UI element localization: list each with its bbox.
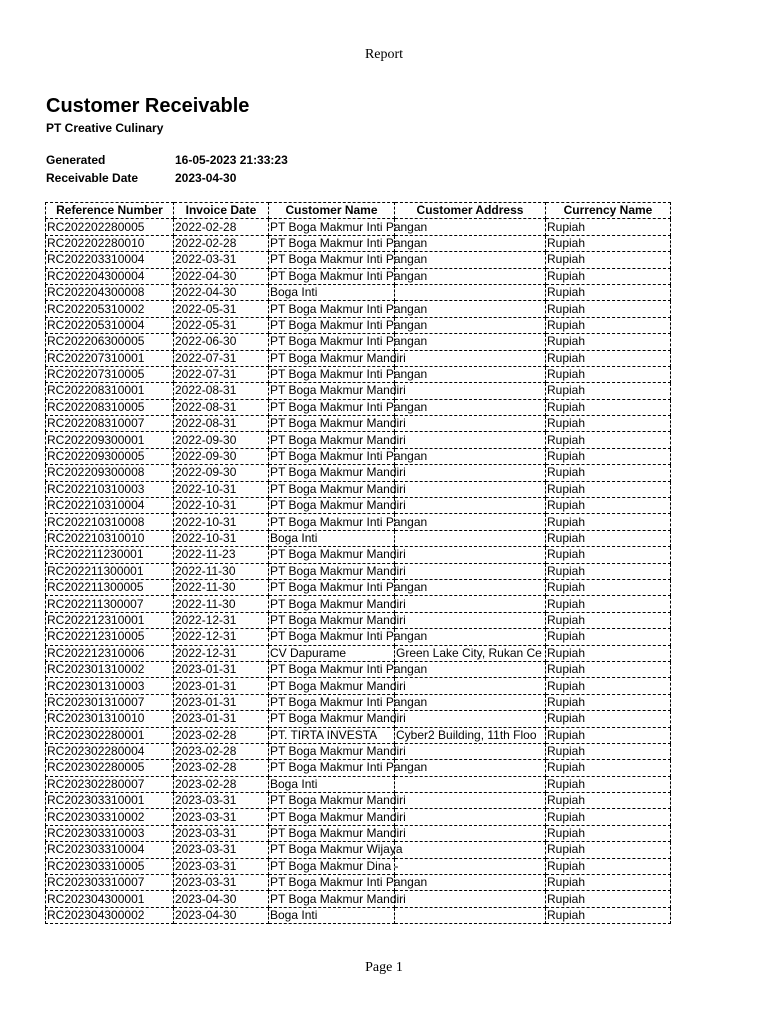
report-title: Customer Receivable [46,95,250,117]
header-customer-address: Customer Address [395,203,546,219]
cell-customer-name: PT Boga Makmur Inti Pangan [270,694,428,709]
cell-reference-number: RC202303310002 [46,809,174,825]
table-body [46,219,671,924]
cell-reference-number: RC202205310002 [46,301,174,317]
cell-currency-name: Rupiah [546,399,671,415]
cell-customer-name: PT Boga Makmur Inti Pangan [270,219,428,234]
cell-customer-name: PT Boga Makmur Mandiri [270,498,406,513]
cell-currency-name: Rupiah [546,711,671,727]
cell-invoice-date: 2022-03-31 [174,252,269,268]
table-row [46,366,671,382]
header-customer-name: Customer Name [269,203,395,219]
cell-invoice-date: 2022-08-31 [174,383,269,399]
cell-reference-number: RC202208310005 [46,399,174,415]
cell-customer-name: PT Boga Makmur Mandiri [270,809,406,824]
cell-invoice-date: 2022-05-31 [174,301,269,317]
cell-customer-name: PT Boga Makmur Inti Pangan [270,449,428,464]
cell-reference-number: RC202203310004 [46,252,174,268]
cell-invoice-date: 2023-03-31 [174,858,269,874]
cell-customer-address [395,350,546,366]
cell-customer-name: PT Boga Makmur Inti Pangan [270,268,428,283]
cell-reference-number: RC202211300005 [46,579,174,595]
table-row [46,711,671,727]
cell-customer-address [395,498,546,514]
header-reference-number: Reference Number [46,203,174,219]
cell-invoice-date: 2022-10-31 [174,530,269,546]
table-row [46,776,671,792]
cell-currency-name: Rupiah [546,563,671,579]
cell-reference-number: RC202209300001 [46,432,174,448]
table-row [46,334,671,350]
cell-customer-address [395,793,546,809]
cell-invoice-date: 2023-02-28 [174,760,269,776]
cell-customer-address [395,809,546,825]
receivable-date-label: Receivable Date [46,171,139,185]
cell-reference-number: RC202210310004 [46,498,174,514]
cell-reference-number: RC202301310002 [46,661,174,677]
cell-reference-number: RC202207310005 [46,366,174,382]
cell-customer-address [395,481,546,497]
cell-reference-number: RC202304300002 [46,907,174,923]
cell-invoice-date: 2022-11-30 [174,579,269,595]
table-row [46,399,671,415]
table-row [46,284,671,300]
cell-invoice-date: 2023-02-28 [174,743,269,759]
cell-currency-name: Rupiah [546,727,671,743]
cell-customer-address [395,465,546,481]
table-row [46,858,671,874]
cell-currency-name: Rupiah [546,448,671,464]
cell-currency-name: Rupiah [546,743,671,759]
cell-currency-name: Rupiah [546,875,671,891]
cell-reference-number: RC202204300004 [46,268,174,284]
cell-customer-name: PT Boga Makmur Inti Pangan [270,629,428,644]
cell-customer-name: PT Boga Makmur Inti Pangan [270,317,428,332]
cell-currency-name: Rupiah [546,465,671,481]
cell-currency-name: Rupiah [546,416,671,432]
cell-customer-name: PT Boga Makmur Mandiri [270,481,406,496]
cell-customer-address [395,825,546,841]
cell-customer-address [395,547,546,563]
cell-customer-name: Boga Inti [269,776,395,792]
cell-invoice-date: 2023-03-31 [174,793,269,809]
cell-reference-number: RC202210310010 [46,530,174,546]
cell-reference-number: RC202212310006 [46,645,174,661]
cell-invoice-date: 2022-08-31 [174,399,269,415]
cell-invoice-date: 2022-09-30 [174,448,269,464]
cell-reference-number: RC202303310003 [46,825,174,841]
cell-customer-name: PT Boga Makmur Dina - [270,858,399,873]
receivable-date-value: 2023-04-30 [175,171,237,185]
cell-invoice-date: 2023-01-31 [174,678,269,694]
cell-currency-name: Rupiah [546,530,671,546]
cell-reference-number: RC202204300008 [46,284,174,300]
table-row [46,743,671,759]
cell-currency-name: Rupiah [546,776,671,792]
cell-customer-name: Boga Inti [269,530,395,546]
cell-currency-name: Rupiah [546,383,671,399]
cell-currency-name: Rupiah [546,366,671,382]
cell-reference-number: RC202301310010 [46,711,174,727]
cell-reference-number: RC202210310008 [46,514,174,530]
cell-invoice-date: 2023-02-28 [174,776,269,792]
cell-customer-name: PT Boga Makmur Inti Pangan [270,399,428,414]
cell-customer-address [395,530,546,546]
table-row [46,432,671,448]
cell-invoice-date: 2023-03-31 [174,842,269,858]
cell-invoice-date: 2022-08-31 [174,416,269,432]
cell-reference-number: RC202211230001 [46,547,174,563]
cell-invoice-date: 2023-03-31 [174,825,269,841]
cell-reference-number: RC202208310007 [46,416,174,432]
cell-customer-name: PT Boga Makmur Mandiri [270,793,406,808]
cell-currency-name: Rupiah [546,350,671,366]
cell-customer-name: PT Boga Makmur Mandiri [270,612,406,627]
table-row [46,219,671,235]
cell-invoice-date: 2022-02-28 [174,235,269,251]
cell-currency-name: Rupiah [546,907,671,923]
cell-invoice-date: 2023-02-28 [174,727,269,743]
table-row [46,530,671,546]
cell-customer-name: PT Boga Makmur Inti Pangan [270,760,428,775]
cell-currency-name: Rupiah [546,579,671,595]
cell-invoice-date: 2022-12-31 [174,629,269,645]
table-row [46,350,671,366]
cell-customer-address [395,416,546,432]
cell-customer-name: CV Dapurame [269,645,395,661]
table-row [46,465,671,481]
cell-customer-name: PT Boga Makmur Inti Pangan [270,662,428,677]
table-row [46,563,671,579]
header-invoice-date: Invoice Date [174,203,269,219]
cell-customer-name: Boga Inti [269,284,395,300]
cell-customer-name: PT Boga Makmur Mandiri [270,465,406,480]
cell-customer-name: PT Boga Makmur Mandiri [270,678,406,693]
cell-customer-name: PT Boga Makmur Mandiri [270,432,406,447]
cell-customer-name: PT Boga Makmur Mandiri [270,891,406,906]
cell-reference-number: RC202301310003 [46,678,174,694]
cell-currency-name: Rupiah [546,809,671,825]
table-row [46,645,671,661]
cell-invoice-date: 2022-07-31 [174,366,269,382]
cell-customer-address [395,842,546,858]
cell-invoice-date: 2023-04-30 [174,907,269,923]
cell-invoice-date: 2023-04-30 [174,891,269,907]
cell-currency-name: Rupiah [546,661,671,677]
cell-invoice-date: 2022-05-31 [174,317,269,333]
cell-currency-name: Rupiah [546,793,671,809]
table-row [46,727,671,743]
cell-invoice-date: 2022-06-30 [174,334,269,350]
cell-customer-address [395,743,546,759]
cell-customer-address [395,596,546,612]
cell-customer-name: PT Boga Makmur Inti Pangan [270,580,428,595]
cell-reference-number: RC202202280010 [46,235,174,251]
cell-customer-name: PT Boga Makmur Inti Pangan [270,301,428,316]
cell-reference-number: RC202210310003 [46,481,174,497]
cell-customer-name: PT Boga Makmur Mandiri [270,826,406,841]
cell-currency-name: Rupiah [546,317,671,333]
cell-currency-name: Rupiah [546,498,671,514]
table-row [46,579,671,595]
cell-currency-name: Rupiah [546,760,671,776]
cell-customer-name: Boga Inti [269,907,395,923]
table-row [46,875,671,891]
cell-currency-name: Rupiah [546,268,671,284]
table-row [46,268,671,284]
cell-customer-name: PT Boga Makmur Mandiri [270,383,406,398]
cell-customer-address: Cyber2 Building, 11th Floo [395,727,546,743]
cell-reference-number: RC202304300001 [46,891,174,907]
cell-reference-number: RC202303310001 [46,793,174,809]
cell-currency-name: Rupiah [546,596,671,612]
table-row [46,235,671,251]
table-row [46,793,671,809]
cell-currency-name: Rupiah [546,252,671,268]
cell-currency-name: Rupiah [546,334,671,350]
table-row [46,252,671,268]
cell-customer-name: PT Boga Makmur Mandiri [270,711,406,726]
cell-customer-name: PT. TIRTA INVESTA [269,727,395,743]
cell-currency-name: Rupiah [546,481,671,497]
cell-invoice-date: 2023-03-31 [174,809,269,825]
cell-customer-name: PT Boga Makmur Mandiri [270,547,406,562]
page-header: Report [364,47,404,62]
cell-reference-number: RC202303310004 [46,842,174,858]
table-row [46,514,671,530]
table-row [46,416,671,432]
cell-currency-name: Rupiah [546,825,671,841]
cell-customer-name: PT Boga Makmur Inti Pangan [270,875,428,890]
table-row [46,317,671,333]
cell-reference-number: RC202208310001 [46,383,174,399]
cell-currency-name: Rupiah [546,547,671,563]
cell-reference-number: RC202302280005 [46,760,174,776]
cell-customer-name: PT Boga Makmur Inti Pangan [270,252,428,267]
cell-invoice-date: 2022-11-23 [174,547,269,563]
generated-label: Generated [46,153,106,167]
cell-customer-name: PT Boga Makmur Mandiri [270,563,406,578]
cell-currency-name: Rupiah [546,858,671,874]
cell-customer-address [395,678,546,694]
cell-currency-name: Rupiah [546,842,671,858]
cell-invoice-date: 2023-01-31 [174,694,269,710]
cell-currency-name: Rupiah [546,645,671,661]
cell-customer-address [395,776,546,792]
cell-currency-name: Rupiah [546,284,671,300]
cell-customer-address [395,612,546,628]
cell-reference-number: RC202212310005 [46,629,174,645]
cell-reference-number: RC202303310007 [46,875,174,891]
cell-reference-number: RC202209300008 [46,465,174,481]
cell-currency-name: Rupiah [546,678,671,694]
cell-reference-number: RC202202280005 [46,219,174,235]
cell-customer-address [395,284,546,300]
cell-customer-address [395,383,546,399]
table-header-row [46,203,671,219]
table-row [46,760,671,776]
cell-customer-name: PT Boga Makmur Mandiri [270,350,406,365]
cell-customer-name: PT Boga Makmur Inti Pangan [270,334,428,349]
cell-customer-address [395,432,546,448]
cell-invoice-date: 2023-01-31 [174,661,269,677]
cell-invoice-date: 2022-04-30 [174,284,269,300]
cell-currency-name: Rupiah [546,694,671,710]
cell-invoice-date: 2023-01-31 [174,711,269,727]
cell-customer-name: PT Boga Makmur Wijaya [270,842,403,857]
cell-reference-number: RC202302280001 [46,727,174,743]
cell-currency-name: Rupiah [546,432,671,448]
table-row [46,383,671,399]
cell-customer-name: PT Boga Makmur Inti Pangan [270,235,428,250]
table-row [46,825,671,841]
header-currency-name: Currency Name [546,203,671,219]
cell-reference-number: RC202212310001 [46,612,174,628]
cell-customer-address [395,711,546,727]
cell-reference-number: RC202302280004 [46,743,174,759]
cell-currency-name: Rupiah [546,235,671,251]
cell-reference-number: RC202303310005 [46,858,174,874]
table-row [46,448,671,464]
cell-invoice-date: 2023-03-31 [174,875,269,891]
cell-customer-address [395,907,546,923]
cell-invoice-date: 2022-12-31 [174,612,269,628]
table-row [46,612,671,628]
cell-customer-address [395,858,546,874]
cell-customer-name: PT Boga Makmur Inti Pangan [270,514,428,529]
cell-customer-address [395,563,546,579]
cell-reference-number: RC202211300007 [46,596,174,612]
cell-reference-number: RC202301310007 [46,694,174,710]
cell-currency-name: Rupiah [546,629,671,645]
cell-invoice-date: 2022-12-31 [174,645,269,661]
table-row [46,596,671,612]
cell-invoice-date: 2022-10-31 [174,498,269,514]
table-row [46,661,671,677]
table-row [46,481,671,497]
table-row [46,301,671,317]
cell-customer-name: PT Boga Makmur Mandiri [270,744,406,759]
company-name: PT Creative Culinary [46,121,164,135]
table-row [46,907,671,923]
cell-invoice-date: 2022-10-31 [174,481,269,497]
cell-currency-name: Rupiah [546,891,671,907]
cell-invoice-date: 2022-02-28 [174,219,269,235]
cell-customer-address [395,891,546,907]
cell-invoice-date: 2022-07-31 [174,350,269,366]
cell-invoice-date: 2022-11-30 [174,596,269,612]
cell-reference-number: RC202206300005 [46,334,174,350]
cell-currency-name: Rupiah [546,219,671,235]
receivable-table [45,202,671,924]
cell-invoice-date: 2022-10-31 [174,514,269,530]
cell-reference-number: RC202211300001 [46,563,174,579]
cell-currency-name: Rupiah [546,514,671,530]
cell-invoice-date: 2022-11-30 [174,563,269,579]
cell-reference-number: RC202209300005 [46,448,174,464]
cell-invoice-date: 2022-04-30 [174,268,269,284]
cell-customer-name: PT Boga Makmur Mandiri [270,416,406,431]
generated-value: 16-05-2023 21:33:23 [175,153,288,167]
table-row [46,498,671,514]
table-row [46,678,671,694]
cell-invoice-date: 2022-09-30 [174,465,269,481]
table-row [46,629,671,645]
table-row [46,842,671,858]
cell-currency-name: Rupiah [546,612,671,628]
cell-customer-name: PT Boga Makmur Inti Pangan [270,367,428,382]
cell-invoice-date: 2022-09-30 [174,432,269,448]
cell-reference-number: RC202205310004 [46,317,174,333]
table-row [46,809,671,825]
table-row [46,547,671,563]
cell-reference-number: RC202302280007 [46,776,174,792]
cell-customer-name: PT Boga Makmur Mandiri [270,596,406,611]
cell-currency-name: Rupiah [546,301,671,317]
page-footer: Page 1 [365,960,403,975]
cell-customer-address: Green Lake City, Rukan Ce [395,645,546,661]
table-row [46,891,671,907]
table-row [46,694,671,710]
cell-reference-number: RC202207310001 [46,350,174,366]
